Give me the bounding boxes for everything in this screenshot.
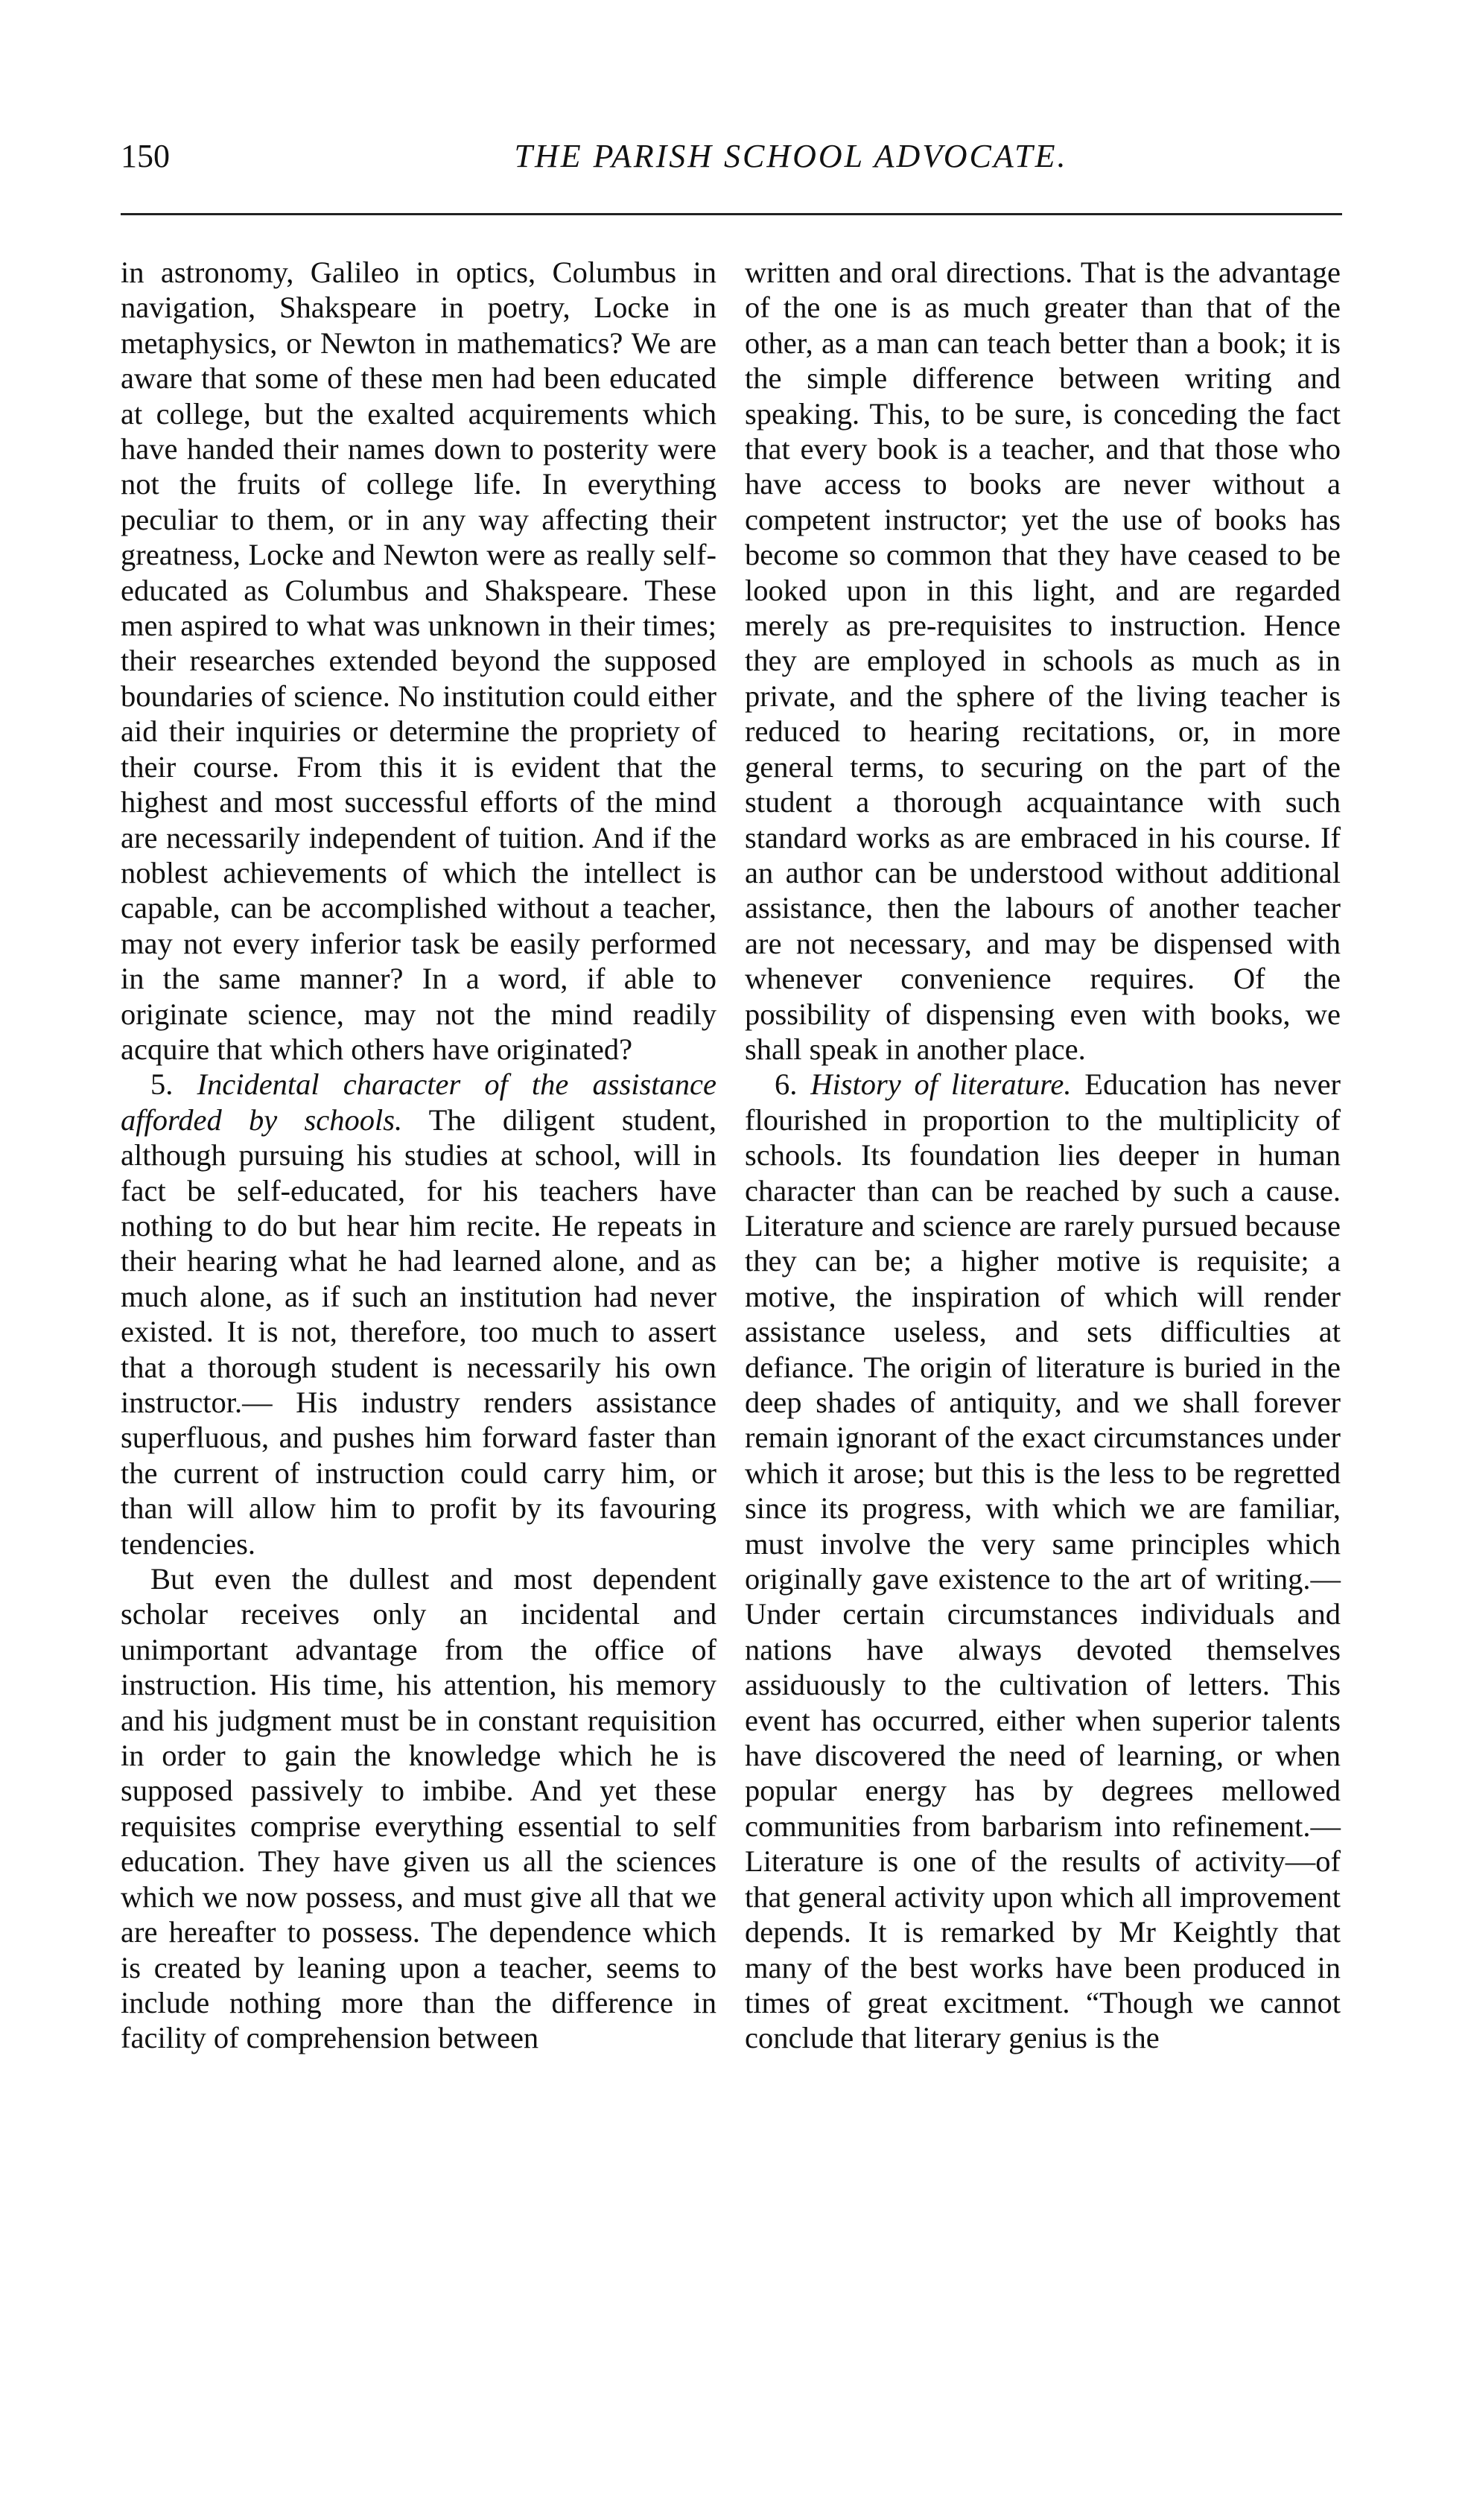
running-title: THE PARISH SCHOOL ADVOCATE. — [514, 138, 1068, 174]
section-number-5: 5. — [150, 1067, 174, 1102]
right-column — [745, 255, 1341, 2056]
left-paragraph-2 — [121, 1067, 716, 1561]
right-paragraph-1: written and oral directions. That is the advantage of the one is as much greater than that of the other, as a man can teach better than a book; it is the simple difference between writing and speaking. This, to be sure, is conceding the fact that every book is a teacher, and that those who have access to books are never without a competent instructor; yet the use of books has become so common that they have ceased to be looked upon in this light, and are regarded merely as pre-requisites to instruction. Hence they are employed in schools as much as in private, and the sphere of the living teacher is reduced to hearing recitations, or, in more general terms, to securing on the part of the student a thorough acquaintance with such standard works as are embraced in his course. If an author can be understood without additional assistance, then the labours of another teacher are not necessary, and may be dispensed with whenever convenience requires. Of the possibility of dispensing even with books, we shall speak in another place. — [745, 256, 1341, 1066]
section-number-6: 6. — [775, 1067, 798, 1102]
page-number: 150 — [121, 138, 170, 174]
section-heading-6: History of literature. — [810, 1067, 1072, 1102]
section-body-6: Education has never flourished in proportion to the multiplicity of schools. Its foundation lies deeper in human character than can be reached by such a cause. Literature and science are rarely pursued because they can be; a higher motive is requisite; a motive, the inspiration of which will render assistance useless, and sets difficulties at defiance. The origin of literature is buried in the deep shades of antiquity, and we shall forever remain ignorant of the exact circumstances under which it arose; but this is the less to be regretted since its progress, with which we are familiar, must involve the very same principles which originally gave existence to the art of writing.— Under certain circumstances individuals and nations have always devoted themselves assiduously to the cultivation of letters. This event has occurred, either when superior talents have discovered the need of learning, or when popular energy has by degrees mellowed communities from barbarism into refinement.— Literature is one of the results of activity—of that general activity upon which all improvement depends. It is remarked by Mr Keightly that many of the best works have been produced in times of great excitment. “Though we cannot conclude that literary genius is the — [745, 1067, 1341, 2055]
section-heading-5: Incidental character of the assistance afforded by schools. — [121, 1067, 717, 1137]
left-paragraph-3: But even the dullest and most dependent scholar receives only an incidental and unimportant advantage from the office of instruction. His time, his attention, his memory and his judgment must be in constant requisition in order to gain the knowledge which he is supposed passively to imbibe. And yet these requisites comprise everything essential to self education. They have given us all the sciences which we now possess, and must give all that we are hereafter to possess. The dependence which is created by leaning upon a teacher, seems to include nothing more than the difference in facility of comprehension between — [121, 1562, 716, 2055]
left-paragraph-1: in astronomy, Galileo in optics, Columbus in navigation, Shakspeare in poetry, Locke in metaphysics, or Newton in mathematics? We are aware that some of these men had been educated at college, but the exalted acquirements which have handed their names down to posterity were not the fruits of college life. In everything peculiar to them, or in any way affecting their greatness, Locke and Newton were as really self-educated as Columbus and Shakspeare. These men aspired to what was unknown in their times; their researches extended beyond the supposed boundaries of science. No institution could either aid their inquiries or determine the propriety of their course. From this it is evident that the highest and most successful efforts of the mind are necessarily independent of tuition. And if the noblest achievements of which the intellect is capable, can be accomplished without a teacher, may not every inferior task be easily performed in the same manner? In a word, if able to originate science, may not the mind readily acquire that which others have originated? — [121, 256, 716, 1066]
header-rule — [121, 213, 1342, 215]
left-column — [121, 255, 716, 2056]
page-header — [121, 134, 1342, 186]
right-paragraph-2 — [745, 1067, 1341, 2055]
section-body-5: The diligent student, although pursuing his studies at school, will in fact be self-educated, for his teachers have nothing to do but hear him recite. He repeats in their hearing what he had learned alone, and as much alone, as if such an institution had never existed. It is not, therefore, too much to assert that a thorough student is necessarily his own instructor.— His industry renders assistance superfluous, and pushes him forward faster than the current of instruction could carry him, or than will allow him to profit by its favouring tendencies. — [121, 1102, 716, 1561]
